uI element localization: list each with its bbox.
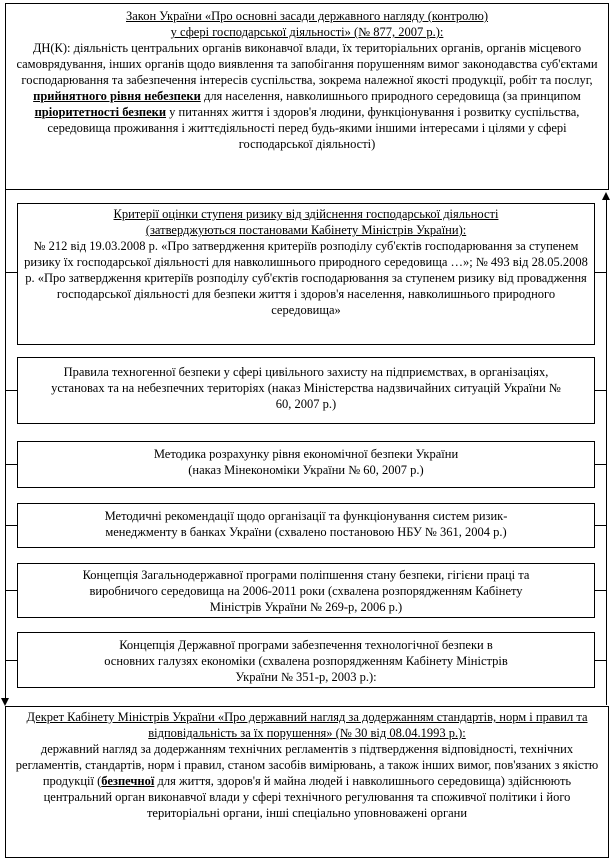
tech-safety-rules-text: Правила техногенної безпеки у сфері цивільного захисту на підприємствах, в організаціях, установах та на небезпечних територіях (наказ Міністерства надзвичайних ситуацій України № 60, 2007 р.) — [51, 365, 561, 411]
connector-tick — [595, 464, 606, 465]
labor-safety-concept-box — [17, 563, 595, 618]
decree-text-part: для життя, здоров'я й майна людей і навколишнього середовища) здійснюють центральний орган виконавчої влади у сфері технічного регулювання та споживчої політики і його територіальні органи, інші спеціально уповноважені органи — [43, 774, 572, 820]
risk-criteria-title-line2: (затверджуються постановами Кабінету Міністрів України): — [145, 223, 467, 237]
law-title-line1: Закон України «Про основні засади державного нагляду (контролю) — [125, 9, 489, 23]
law-title-line2: у сфері господарської діяльності» (№ 877, 2007 р.): — [170, 25, 444, 39]
decree-bold-term: безпечної — [101, 774, 155, 788]
connector-tick — [595, 272, 606, 273]
bank-risk-recommendations-box — [17, 503, 595, 548]
arrow-up-icon — [602, 192, 610, 200]
law-text-part: у питаннях життя і здоров'я людини, функціонування і розвитку суспільства, середовища проживання і життєдіяльності перед будь-якими іншими інтересами і цілями у сфері господарської діяльності) — [47, 105, 580, 151]
law-title — [10, 8, 604, 40]
economic-security-method-text: Методика розрахунку рівня економічної безпеки України (наказ Мінекономіки України № 60, 2007 р.) — [153, 447, 459, 477]
left-connector-line — [5, 190, 6, 698]
connector-tick — [5, 390, 17, 391]
tech-security-concept-text: Концепція Державної програми забезпечення технологічної безпеки в основних галузях економіки (схвалена розпорядженням Кабінету Міністрів України № 351-р, 2003 р.): — [104, 638, 508, 684]
connector-tick — [595, 660, 606, 661]
connector-tick — [595, 525, 606, 526]
law-bold-term: пріоритетності безпеки — [34, 105, 167, 119]
right-connector-line — [606, 200, 607, 705]
labor-safety-concept-text: Концепція Загальнодержавної програми поліпшення стану безпеки, гігієни праці та виробничого середовища на 2006-2011 роки (схвалена розпорядженням Кабінету Міністрів України № 269-р, 2006 р.) — [82, 568, 530, 614]
arrow-down-icon — [1, 698, 9, 706]
bank-risk-recommendations-text: Методичні рекомендації щодо організації та функціонування систем ризик-менеджменту в банках України (схвалено постановою НБУ № 361, 2004 р.) — [104, 509, 508, 539]
risk-criteria-text: № 212 від 19.03.2008 р. «Про затвердження критеріїв розподілу суб'єктів господарювання за ступенем ризику їх господарської діяльності для навколишнього природного середовища …»; № 493 від 28.05.2008 р. «Про затвердження критеріїв розподілу суб'єктів господарювання за ступенем ризику від провадження господарської діяльності для безпеки життя і здоров'я населення, навколишнього природного середовища» — [24, 239, 588, 317]
connector-tick — [595, 390, 606, 391]
tech-security-concept-box — [17, 632, 595, 688]
connector-tick — [5, 660, 17, 661]
decree-box — [5, 706, 609, 858]
law-text — [10, 40, 604, 152]
connector-tick — [5, 272, 17, 273]
decree-title: Декрет Кабінету Міністрів України «Про державний нагляд за додержанням стандартів, норм і правил та відповідальність за їх порушення» (№ 30 від 08.04.1993 р.): — [26, 710, 588, 740]
law-text-part: ДН(К): діяльність центральних органів виконавчої влади, їх територіальних органів, органів місцевого самоврядування, інших органів щодо виявлення та запобігання порушенням вимог законодавства суб'єктами господарювання та забезпечення інтересів суспільства, зокрема належної якості продукції, робіт та послуг, — [16, 41, 598, 87]
risk-criteria-title-line1: Критерії оцінки ступеня ризику від здійснення господарської діяльності — [113, 207, 499, 221]
connector-tick — [5, 464, 17, 465]
law-text-part: для населення, навколишнього природного середовища (за принципом — [200, 89, 581, 103]
connector-tick — [5, 590, 17, 591]
connector-tick — [5, 525, 17, 526]
law-bold-term: прийнятного рівня небезпеки — [33, 89, 201, 103]
economic-security-method-box — [17, 441, 595, 488]
decree-text-part: державний нагляд за додержанням технічних регламентів з підтвердження відповідності, технічних регламентів, стандартів, норм і правил, станом засобів вимірювань, а також інших вимог, пов'язаних з якістю продукції ( — [15, 742, 599, 788]
risk-criteria-box — [17, 203, 595, 345]
tech-safety-rules-box — [17, 357, 595, 424]
connector-tick — [595, 590, 606, 591]
law-box — [5, 3, 609, 190]
